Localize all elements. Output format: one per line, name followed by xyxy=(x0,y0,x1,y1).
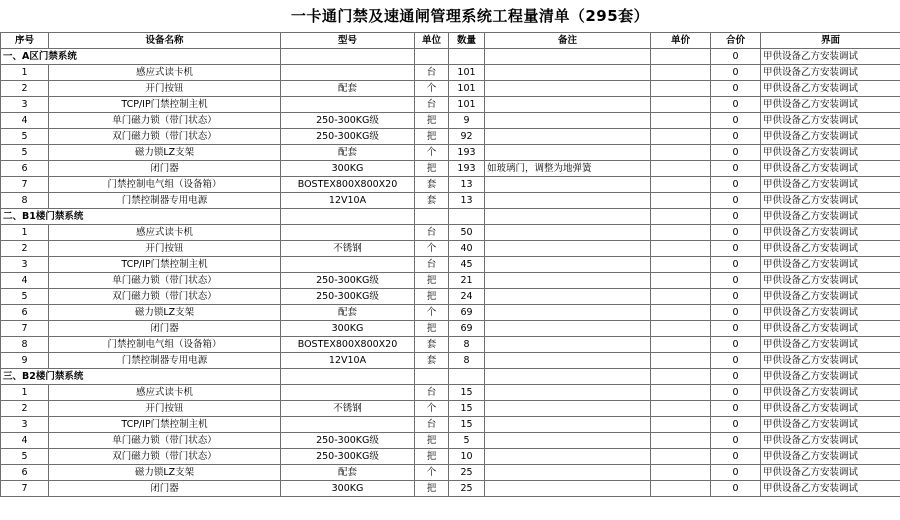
cell-price[interactable] xyxy=(651,177,711,193)
cell-model[interactable] xyxy=(281,257,415,273)
section-empty-cell[interactable] xyxy=(415,209,449,225)
cell-note[interactable] xyxy=(485,481,651,497)
cell-scope[interactable]: 甲供设备乙方安装调试 xyxy=(761,289,900,305)
cell-price[interactable] xyxy=(651,465,711,481)
cell-scope[interactable]: 甲供设备乙方安装调试 xyxy=(761,273,900,289)
section-row xyxy=(1,369,900,385)
cell-qty[interactable]: 15 xyxy=(449,401,485,417)
cell-no[interactable]: 7 xyxy=(1,481,49,497)
cell-qty[interactable]: 9 xyxy=(449,113,485,129)
cell-unit[interactable]: 把 xyxy=(415,129,449,145)
cell-note[interactable] xyxy=(485,97,651,113)
cell-total[interactable]: 0 xyxy=(711,177,761,193)
cell-qty[interactable]: 5 xyxy=(449,433,485,449)
cell-model[interactable] xyxy=(281,225,415,241)
cell-name[interactable]: 双门磁力锁（带门状态） xyxy=(49,129,281,145)
cell-model[interactable]: 配套 xyxy=(281,305,415,321)
cell-note[interactable] xyxy=(485,273,651,289)
cell-qty[interactable]: 10 xyxy=(449,449,485,465)
cell-name[interactable]: 磁力锁LZ支架 xyxy=(49,465,281,481)
cell-name[interactable]: 闭门器 xyxy=(49,481,281,497)
cell-model[interactable]: 配套 xyxy=(281,465,415,481)
table-row xyxy=(1,241,900,257)
cell-qty[interactable]: 45 xyxy=(449,257,485,273)
cell-no[interactable]: 6 xyxy=(1,305,49,321)
cell-total[interactable]: 0 xyxy=(711,305,761,321)
cell-no[interactable]: 3 xyxy=(1,417,49,433)
cell-name[interactable]: 单门磁力锁（带门状态） xyxy=(49,273,281,289)
col-header-unit[interactable]: 单位 xyxy=(415,33,449,49)
cell-model[interactable] xyxy=(281,65,415,81)
cell-no[interactable]: 2 xyxy=(1,401,49,417)
table-row xyxy=(1,177,900,193)
section-empty-cell[interactable] xyxy=(281,49,415,65)
cell-price[interactable] xyxy=(651,225,711,241)
col-header-model[interactable]: 型号 xyxy=(281,33,415,49)
section-empty-cell[interactable] xyxy=(281,209,415,225)
cell-qty[interactable]: 13 xyxy=(449,193,485,209)
table-row xyxy=(1,289,900,305)
cell-total[interactable]: 0 xyxy=(711,289,761,305)
table-row xyxy=(1,337,900,353)
col-header-qty[interactable]: 数量 xyxy=(449,33,485,49)
cell-unit[interactable]: 把 xyxy=(415,289,449,305)
cell-scope[interactable]: 甲供设备乙方安装调试 xyxy=(761,129,900,145)
cell-model[interactable]: 300KG xyxy=(281,161,415,177)
cell-note[interactable] xyxy=(485,417,651,433)
table-row xyxy=(1,113,900,129)
cell-note[interactable] xyxy=(485,241,651,257)
cell-unit[interactable]: 个 xyxy=(415,81,449,97)
cell-unit[interactable]: 把 xyxy=(415,481,449,497)
cell-total[interactable]: 0 xyxy=(711,353,761,369)
cell-no[interactable]: 8 xyxy=(1,337,49,353)
cell-price[interactable] xyxy=(651,193,711,209)
cell-unit[interactable]: 把 xyxy=(415,321,449,337)
cell-name[interactable]: TCP/IP门禁控制主机 xyxy=(49,417,281,433)
section-empty-cell[interactable] xyxy=(449,369,485,385)
cell-scope[interactable]: 甲供设备乙方安装调试 xyxy=(761,321,900,337)
cell-unit[interactable]: 台 xyxy=(415,417,449,433)
table-row xyxy=(1,81,900,97)
cell-total[interactable]: 0 xyxy=(711,225,761,241)
cell-model[interactable]: 12V10A xyxy=(281,193,415,209)
section-total[interactable]: 0 xyxy=(711,209,761,225)
table-row xyxy=(1,257,900,273)
cell-price[interactable] xyxy=(651,305,711,321)
cell-price[interactable] xyxy=(651,385,711,401)
cell-no[interactable]: 5 xyxy=(1,145,49,161)
cell-price[interactable] xyxy=(651,81,711,97)
cell-note[interactable] xyxy=(485,257,651,273)
cell-total[interactable]: 0 xyxy=(711,145,761,161)
cell-note[interactable] xyxy=(485,321,651,337)
cell-note[interactable] xyxy=(485,225,651,241)
cell-model[interactable] xyxy=(281,97,415,113)
cell-name[interactable]: 门禁控制电气组（设备箱） xyxy=(49,337,281,353)
cell-qty[interactable]: 50 xyxy=(449,225,485,241)
cell-no[interactable]: 5 xyxy=(1,289,49,305)
table-row xyxy=(1,417,900,433)
cell-name[interactable]: 磁力锁LZ支架 xyxy=(49,145,281,161)
col-header-total[interactable]: 合价 xyxy=(711,33,761,49)
cell-name[interactable]: 单门磁力锁（带门状态） xyxy=(49,433,281,449)
cell-model[interactable]: 12V10A xyxy=(281,353,415,369)
cell-unit[interactable]: 个 xyxy=(415,241,449,257)
cell-scope[interactable]: 甲供设备乙方安装调试 xyxy=(761,225,900,241)
section-empty-cell[interactable] xyxy=(651,49,711,65)
cell-model[interactable]: 250-300KG级 xyxy=(281,113,415,129)
cell-model[interactable]: 300KG xyxy=(281,481,415,497)
cell-price[interactable] xyxy=(651,433,711,449)
cell-model[interactable]: BOSTEX800X800X20 xyxy=(281,177,415,193)
cell-total[interactable]: 0 xyxy=(711,321,761,337)
section-scope[interactable]: 甲供设备乙方安装调试 xyxy=(761,49,900,65)
cell-model[interactable]: 300KG xyxy=(281,321,415,337)
cell-total[interactable]: 0 xyxy=(711,417,761,433)
cell-model[interactable]: 250-300KG级 xyxy=(281,129,415,145)
cell-name[interactable]: 门禁控制电气组（设备箱） xyxy=(49,177,281,193)
table-row xyxy=(1,353,900,369)
cell-qty[interactable]: 40 xyxy=(449,241,485,257)
cell-total[interactable]: 0 xyxy=(711,273,761,289)
cell-qty[interactable]: 193 xyxy=(449,145,485,161)
col-header-name[interactable]: 设备名称 xyxy=(49,33,281,49)
cell-qty[interactable]: 15 xyxy=(449,417,485,433)
cell-price[interactable] xyxy=(651,161,711,177)
cell-qty[interactable]: 69 xyxy=(449,321,485,337)
cell-no[interactable]: 9 xyxy=(1,353,49,369)
table-row xyxy=(1,161,900,177)
cell-scope[interactable]: 甲供设备乙方安装调试 xyxy=(761,401,900,417)
cell-scope[interactable]: 甲供设备乙方安装调试 xyxy=(761,337,900,353)
section-total[interactable]: 0 xyxy=(711,369,761,385)
cell-scope[interactable]: 甲供设备乙方安装调试 xyxy=(761,193,900,209)
col-header-no[interactable]: 序号 xyxy=(1,33,49,49)
cell-total[interactable]: 0 xyxy=(711,161,761,177)
cell-name[interactable]: 开门按钮 xyxy=(49,241,281,257)
cell-price[interactable] xyxy=(651,401,711,417)
cell-no[interactable]: 3 xyxy=(1,97,49,113)
cell-scope[interactable]: 甲供设备乙方安装调试 xyxy=(761,433,900,449)
cell-total[interactable]: 0 xyxy=(711,257,761,273)
cell-name[interactable]: 单门磁力锁（带门状态） xyxy=(49,113,281,129)
cell-unit[interactable]: 个 xyxy=(415,465,449,481)
cell-unit[interactable]: 台 xyxy=(415,225,449,241)
section-row xyxy=(1,49,900,65)
cell-qty[interactable]: 101 xyxy=(449,81,485,97)
cell-scope[interactable]: 甲供设备乙方安装调试 xyxy=(761,257,900,273)
cell-scope[interactable]: 甲供设备乙方安装调试 xyxy=(761,241,900,257)
section-empty-cell[interactable] xyxy=(415,49,449,65)
cell-price[interactable] xyxy=(651,129,711,145)
cell-note[interactable] xyxy=(485,129,651,145)
section-empty-cell[interactable] xyxy=(651,209,711,225)
cell-unit[interactable]: 台 xyxy=(415,385,449,401)
cell-total[interactable]: 0 xyxy=(711,113,761,129)
cell-scope[interactable]: 甲供设备乙方安装调试 xyxy=(761,481,900,497)
cell-price[interactable] xyxy=(651,417,711,433)
cell-total[interactable]: 0 xyxy=(711,481,761,497)
cell-unit[interactable]: 套 xyxy=(415,177,449,193)
section-empty-cell[interactable] xyxy=(485,49,651,65)
cell-model[interactable] xyxy=(281,385,415,401)
cell-no[interactable]: 5 xyxy=(1,129,49,145)
cell-no[interactable]: 7 xyxy=(1,321,49,337)
table-row xyxy=(1,145,900,161)
cell-note[interactable] xyxy=(485,113,651,129)
cell-unit[interactable]: 把 xyxy=(415,161,449,177)
cell-unit[interactable]: 套 xyxy=(415,337,449,353)
cell-note[interactable] xyxy=(485,353,651,369)
cell-qty[interactable]: 193 xyxy=(449,161,485,177)
section-empty-cell[interactable] xyxy=(485,209,651,225)
cell-name[interactable]: 闭门器 xyxy=(49,321,281,337)
cell-model[interactable]: 250-300KG级 xyxy=(281,289,415,305)
cell-scope[interactable]: 甲供设备乙方安装调试 xyxy=(761,65,900,81)
cell-unit[interactable]: 把 xyxy=(415,433,449,449)
cell-no[interactable]: 8 xyxy=(1,193,49,209)
section-empty-cell[interactable] xyxy=(281,369,415,385)
table-row xyxy=(1,129,900,145)
cell-note[interactable] xyxy=(485,305,651,321)
table-row xyxy=(1,385,900,401)
cell-note[interactable] xyxy=(485,465,651,481)
col-header-note[interactable]: 备注 xyxy=(485,33,651,49)
section-empty-cell[interactable] xyxy=(449,209,485,225)
cell-note[interactable] xyxy=(485,385,651,401)
cell-scope[interactable]: 甲供设备乙方安装调试 xyxy=(761,305,900,321)
cell-qty[interactable]: 69 xyxy=(449,305,485,321)
cell-scope[interactable]: 甲供设备乙方安装调试 xyxy=(761,177,900,193)
cell-total[interactable]: 0 xyxy=(711,241,761,257)
cell-price[interactable] xyxy=(651,353,711,369)
table-row xyxy=(1,321,900,337)
cell-note[interactable] xyxy=(485,401,651,417)
cell-price[interactable] xyxy=(651,289,711,305)
cell-no[interactable]: 7 xyxy=(1,177,49,193)
cell-no[interactable]: 4 xyxy=(1,433,49,449)
cell-total[interactable]: 0 xyxy=(711,401,761,417)
cell-price[interactable] xyxy=(651,97,711,113)
table-row xyxy=(1,65,900,81)
cell-name[interactable]: 双门磁力锁（带门状态） xyxy=(49,289,281,305)
section-empty-cell[interactable] xyxy=(485,369,651,385)
section-title[interactable]: 二、B1楼门禁系统 xyxy=(1,209,281,225)
cell-no[interactable]: 6 xyxy=(1,465,49,481)
cell-price[interactable] xyxy=(651,145,711,161)
cell-total[interactable]: 0 xyxy=(711,193,761,209)
cell-note[interactable] xyxy=(485,65,651,81)
cell-note[interactable] xyxy=(485,433,651,449)
cell-price[interactable] xyxy=(651,241,711,257)
cell-name[interactable]: TCP/IP门禁控制主机 xyxy=(49,257,281,273)
cell-total[interactable]: 0 xyxy=(711,129,761,145)
cell-unit[interactable]: 个 xyxy=(415,305,449,321)
cell-scope[interactable]: 甲供设备乙方安装调试 xyxy=(761,385,900,401)
cell-no[interactable]: 2 xyxy=(1,81,49,97)
cell-scope[interactable]: 甲供设备乙方安装调试 xyxy=(761,113,900,129)
cell-model[interactable]: 250-300KG级 xyxy=(281,273,415,289)
cell-unit[interactable]: 台 xyxy=(415,257,449,273)
cell-price[interactable] xyxy=(651,113,711,129)
cell-unit[interactable]: 个 xyxy=(415,401,449,417)
cell-total[interactable]: 0 xyxy=(711,465,761,481)
cell-unit[interactable]: 把 xyxy=(415,449,449,465)
cell-no[interactable]: 6 xyxy=(1,161,49,177)
cell-qty[interactable]: 101 xyxy=(449,97,485,113)
section-empty-cell[interactable] xyxy=(651,369,711,385)
cell-unit[interactable]: 套 xyxy=(415,353,449,369)
cell-price[interactable] xyxy=(651,273,711,289)
cell-no[interactable]: 4 xyxy=(1,273,49,289)
table-row xyxy=(1,305,900,321)
cell-note[interactable] xyxy=(485,193,651,209)
cell-total[interactable]: 0 xyxy=(711,97,761,113)
cell-total[interactable]: 0 xyxy=(711,385,761,401)
cell-scope[interactable]: 甲供设备乙方安装调试 xyxy=(761,417,900,433)
cell-model[interactable]: 不锈钢 xyxy=(281,241,415,257)
cell-no[interactable]: 4 xyxy=(1,113,49,129)
cell-price[interactable] xyxy=(651,449,711,465)
cell-qty[interactable]: 15 xyxy=(449,385,485,401)
cell-scope[interactable]: 甲供设备乙方安装调试 xyxy=(761,161,900,177)
cell-name[interactable]: TCP/IP门禁控制主机 xyxy=(49,97,281,113)
cell-note[interactable] xyxy=(485,145,651,161)
cell-scope[interactable]: 甲供设备乙方安装调试 xyxy=(761,353,900,369)
cell-name[interactable]: 开门按钮 xyxy=(49,401,281,417)
cell-qty[interactable]: 25 xyxy=(449,465,485,481)
cell-name[interactable]: 门禁控制器专用电源 xyxy=(49,353,281,369)
cell-price[interactable] xyxy=(651,65,711,81)
cell-total[interactable]: 0 xyxy=(711,433,761,449)
cell-scope[interactable]: 甲供设备乙方安装调试 xyxy=(761,97,900,113)
cell-qty[interactable]: 92 xyxy=(449,129,485,145)
table-body xyxy=(1,49,900,497)
cell-model[interactable]: 250-300KG级 xyxy=(281,449,415,465)
cell-model[interactable]: 不锈钢 xyxy=(281,401,415,417)
cell-name[interactable]: 闭门器 xyxy=(49,161,281,177)
cell-no[interactable]: 1 xyxy=(1,385,49,401)
cell-no[interactable]: 5 xyxy=(1,449,49,465)
section-total[interactable]: 0 xyxy=(711,49,761,65)
cell-note[interactable]: 如玻璃门，调整为地弹簧 xyxy=(485,161,651,177)
cell-scope[interactable]: 甲供设备乙方安装调试 xyxy=(761,465,900,481)
cell-name[interactable]: 磁力锁LZ支架 xyxy=(49,305,281,321)
cell-total[interactable]: 0 xyxy=(711,337,761,353)
cell-note[interactable] xyxy=(485,81,651,97)
cell-qty[interactable]: 25 xyxy=(449,481,485,497)
cell-model[interactable]: 配套 xyxy=(281,145,415,161)
table-row xyxy=(1,193,900,209)
cell-price[interactable] xyxy=(651,257,711,273)
cell-unit[interactable]: 把 xyxy=(415,273,449,289)
cell-note[interactable] xyxy=(485,449,651,465)
cell-qty[interactable]: 21 xyxy=(449,273,485,289)
cell-unit[interactable]: 台 xyxy=(415,97,449,113)
cell-no[interactable]: 2 xyxy=(1,241,49,257)
cell-qty[interactable]: 13 xyxy=(449,177,485,193)
cell-scope[interactable]: 甲供设备乙方安装调试 xyxy=(761,81,900,97)
cell-note[interactable] xyxy=(485,337,651,353)
col-header-scope[interactable]: 界面 xyxy=(761,33,900,49)
cell-scope[interactable]: 甲供设备乙方安装调试 xyxy=(761,449,900,465)
cell-qty[interactable]: 101 xyxy=(449,65,485,81)
cell-total[interactable]: 0 xyxy=(711,65,761,81)
section-title[interactable]: 三、B2楼门禁系统 xyxy=(1,369,281,385)
section-scope[interactable]: 甲供设备乙方安装调试 xyxy=(761,209,900,225)
section-empty-cell[interactable] xyxy=(415,369,449,385)
cell-name[interactable]: 开门按钮 xyxy=(49,81,281,97)
table-row xyxy=(1,273,900,289)
cell-model[interactable]: BOSTEX800X800X20 xyxy=(281,337,415,353)
table-row xyxy=(1,97,900,113)
cell-price[interactable] xyxy=(651,321,711,337)
table-row xyxy=(1,481,900,497)
cell-qty[interactable]: 24 xyxy=(449,289,485,305)
cell-name[interactable]: 门禁控制器专用电源 xyxy=(49,193,281,209)
cell-qty[interactable]: 8 xyxy=(449,353,485,369)
col-header-price[interactable]: 单价 xyxy=(651,33,711,49)
table-row xyxy=(1,433,900,449)
cell-no[interactable]: 3 xyxy=(1,257,49,273)
table-row xyxy=(1,449,900,465)
cell-price[interactable] xyxy=(651,481,711,497)
cell-name[interactable]: 双门磁力锁（带门状态） xyxy=(49,449,281,465)
cell-unit[interactable]: 套 xyxy=(415,193,449,209)
quantity-table xyxy=(0,32,900,497)
cell-name[interactable]: 感应式读卡机 xyxy=(49,225,281,241)
cell-no[interactable]: 1 xyxy=(1,225,49,241)
page-title: 一卡通门禁及速通闸管理系统工程量清单（295套） xyxy=(290,7,650,25)
cell-total[interactable]: 0 xyxy=(711,81,761,97)
table-row xyxy=(1,465,900,481)
section-scope[interactable]: 甲供设备乙方安装调试 xyxy=(761,369,900,385)
cell-scope[interactable]: 甲供设备乙方安装调试 xyxy=(761,145,900,161)
header-row xyxy=(1,33,900,49)
cell-model[interactable]: 250-300KG级 xyxy=(281,433,415,449)
cell-note[interactable] xyxy=(485,289,651,305)
cell-price[interactable] xyxy=(651,337,711,353)
cell-name[interactable]: 感应式读卡机 xyxy=(49,65,281,81)
cell-unit[interactable]: 把 xyxy=(415,113,449,129)
cell-unit[interactable]: 个 xyxy=(415,145,449,161)
cell-model[interactable]: 配套 xyxy=(281,81,415,97)
cell-unit[interactable]: 台 xyxy=(415,65,449,81)
section-row xyxy=(1,209,900,225)
cell-note[interactable] xyxy=(485,177,651,193)
cell-qty[interactable]: 8 xyxy=(449,337,485,353)
section-title[interactable]: 一、A区门禁系统 xyxy=(1,49,281,65)
cell-no[interactable]: 1 xyxy=(1,65,49,81)
cell-total[interactable]: 0 xyxy=(711,449,761,465)
table-row xyxy=(1,225,900,241)
section-empty-cell[interactable] xyxy=(449,49,485,65)
table-row xyxy=(1,401,900,417)
cell-name[interactable]: 感应式读卡机 xyxy=(49,385,281,401)
cell-model[interactable] xyxy=(281,417,415,433)
